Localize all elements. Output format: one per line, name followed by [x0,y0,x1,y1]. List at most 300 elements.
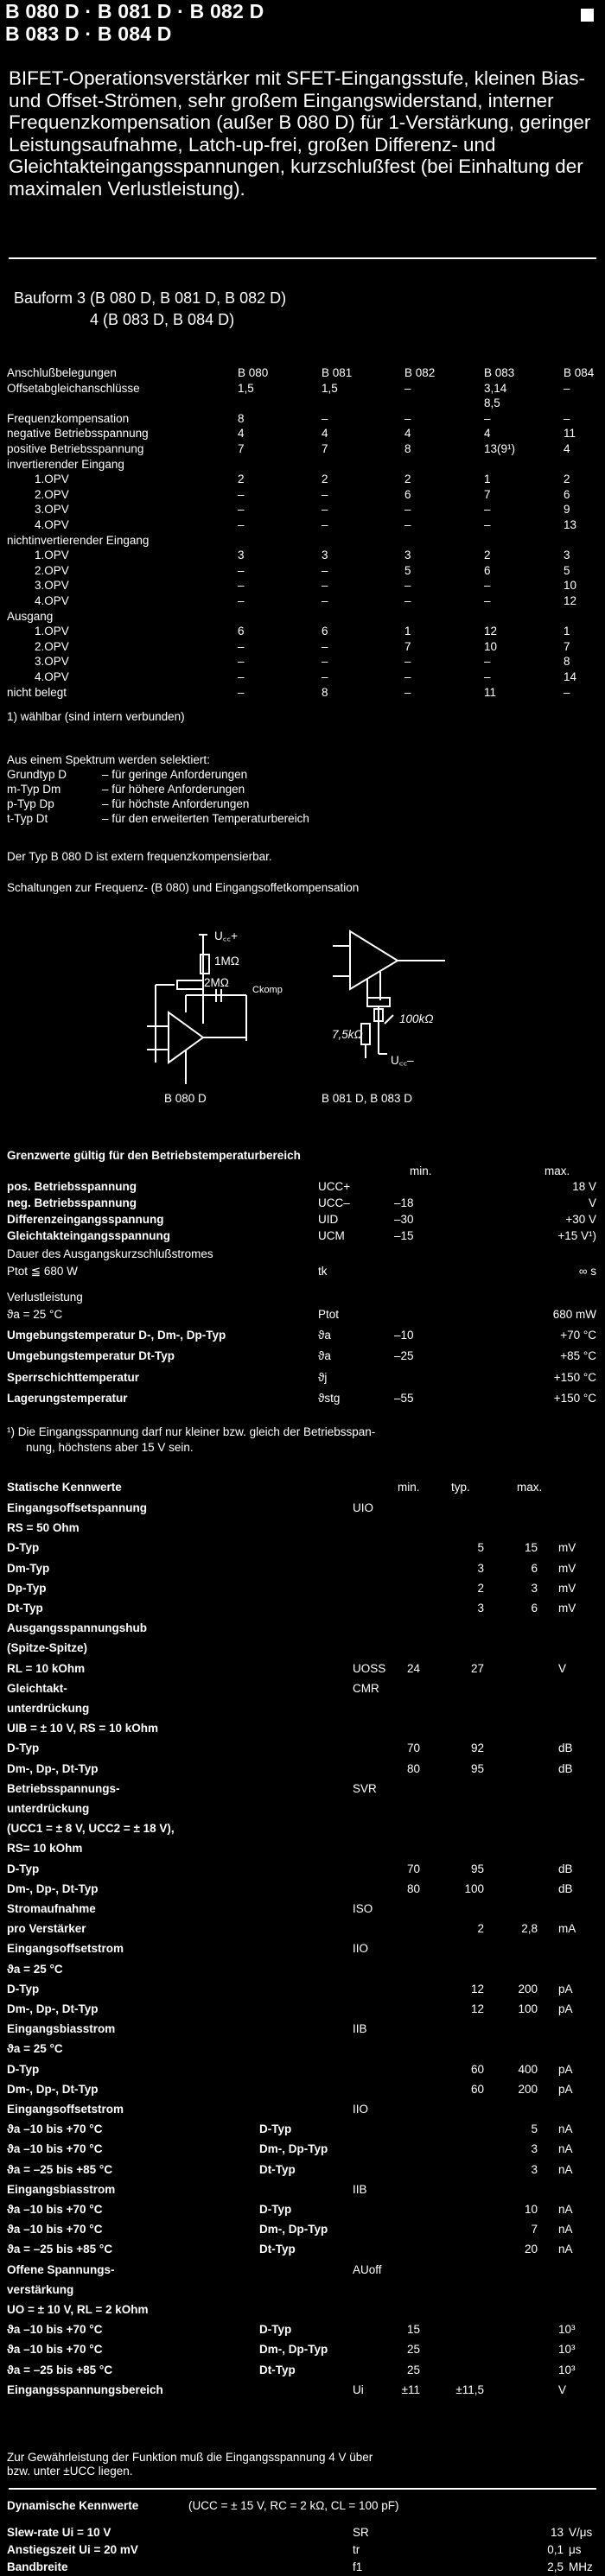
statisch-type: D-Typ [259,2323,292,2337]
statisch-symbol: UOSS [353,1661,386,1675]
statisch-max: 3 [531,2162,538,2176]
statisch-unit: nA [558,2203,573,2216]
statisch-type: Dm-, Dp-Typ [259,2223,328,2237]
statisch-unit: 10³ [558,2343,576,2357]
pin-col-header: B 083 [484,366,515,379]
pin-cell: – [322,639,328,653]
pin-cell: 3,14 [484,381,507,395]
pin-cell: 2 [322,473,328,486]
grenz-param: Differenzeingangsspannung [7,1213,164,1226]
dynamisch-value: 13 [550,2526,564,2539]
square-marker-icon [581,9,594,22]
spectrum-desc: – für den erweiterten Temperaturbereich [102,812,309,825]
pin-cell: 8 [404,442,411,455]
statisch-max: 200 [518,2082,538,2096]
grenz-max: ∞ s [578,1265,596,1278]
statisch-type: Dt-Typ [259,2243,296,2256]
grenz-param: Umgebungstemperatur D-, Dm-, Dp-Typ [7,1329,226,1342]
pin-row-label: 3.OPV [35,655,69,669]
pin-cell: – [404,518,411,531]
label-r-7k5ohm: 7,5kΩ [332,1028,363,1041]
statisch-symbol: AUoff [353,2262,382,2276]
dynamisch-value: 0,1 [547,2543,564,2556]
statisch-typ: 60 [470,2082,484,2096]
statisch-param: pro Verstärker [7,1922,86,1936]
statisch-max: 200 [518,1982,538,1995]
dynamisch-param: Slew-rate Ui = 10 V [7,2526,111,2539]
statisch-param: ϑa –10 bis +70 °C [7,2343,103,2357]
pin-cell: – [322,411,328,425]
pin-cell: 4 [322,427,328,441]
statisch-max: 6 [531,1561,538,1575]
caption-b081-b083: B 081 D, B 083 D [322,1092,413,1105]
label-vcc-plus: U꜀꜀+ [214,930,238,942]
statisch-typ: ±11,5 [455,2382,484,2396]
grenz-symbol: UCM [318,1229,345,1242]
statisch-param: RS= 10 kOhm [7,1842,83,1856]
pin-cell: – [484,518,491,531]
grenz-param: Dauer des Ausgangskurzschlußstromes [7,1247,213,1260]
bauform-line-1: Bauform 3 (B 080 D, B 081 D, B 082 D) [14,289,287,307]
grenz-max: +30 V [565,1213,596,1226]
grenz-min: –10 [394,1329,414,1342]
pin-cell: 7 [322,442,328,455]
statisch-header-min: min. [398,1481,420,1494]
pin-cell: – [404,381,411,395]
pin-cell: – [564,411,570,425]
dynamisch-symbol: tr [353,2543,360,2556]
pin-cell: 11 [484,685,497,699]
statisch-unit: V [558,1661,567,1675]
statisch-unit: pA [558,2062,573,2076]
pin-cell: 6 [404,487,411,501]
spectrum-type: m-Typ Dm [7,783,61,796]
statisch-max: 6 [531,1602,538,1615]
grenz-max: 680 mW [552,1308,596,1321]
grenz-min: –55 [394,1392,414,1405]
pin-cell: – [404,503,411,517]
pin-cell: 6 [484,563,491,577]
pin-cell: 4 [404,427,411,441]
statisch-min: 80 [406,1881,420,1895]
statisch-param: unterdrückung [7,1702,90,1715]
pin-cell: 3 [322,549,328,562]
pin-row-label: 4.OPV [35,594,69,607]
statisch-param: D-Typ [7,1862,40,1875]
grenz-symbol: ϑa [318,1349,331,1362]
statisch-param: Dm-, Dp-, Dt-Typ [7,2082,99,2096]
statisch-param: ϑa = –25 bis +85 °C [7,2363,113,2376]
pin-cell: 10 [564,579,577,593]
pin-cell: 1 [404,625,411,638]
caption-b080: B 080 D [164,1092,207,1105]
dynamisch-param: Anstiegszeit Ui = 20 mV [7,2543,138,2556]
pin-cell: – [404,685,411,699]
statisch-type: Dt-Typ [259,2363,296,2376]
statisch-min: 80 [406,1761,420,1775]
spectrum-type: t-Typ Dt [7,812,48,825]
grenz-header-max: max. [544,1164,570,1177]
statisch-min: 15 [406,2323,420,2337]
pin-cell: 7 [404,639,411,653]
grenz-symbol: UID [318,1213,339,1226]
statisch-param: UIB = ± 10 V, RS = 10 kOhm [7,1722,158,1735]
statisch-unit: mV [558,1581,576,1595]
statisch-param: Gleichtakt- [7,1681,67,1695]
statisch-unit: mV [558,1602,576,1615]
dynamisch-symbol: SR [353,2526,369,2539]
pin-cell: – [238,670,245,683]
statisch-type: D-Typ [259,2203,292,2216]
note-schaltungen: Schaltungen zur Frequenz- (B 080) und Eingangsoffetkompensation [7,881,360,894]
statisch-param: ϑa = 25 °C [7,2042,63,2056]
pin-cell: 1 [564,625,570,638]
pin-row-label: 4.OPV [35,670,69,683]
pin-footnote: 1) wählbar (sind intern verbunden) [7,710,185,723]
statisch-unit: nA [558,2223,573,2237]
pin-cell: 1 [484,473,491,486]
statisch-type: Dm-, Dp-Typ [259,2142,328,2156]
grenz-param: Sperrschichttemperatur [7,1371,140,1384]
statisch-param: Dp-Typ [7,1581,47,1595]
pin-cell: 13 [564,518,577,531]
statisch-param: ϑa –10 bis +70 °C [7,2323,103,2337]
statisch-param: ϑa = 25 °C [7,1962,63,1976]
pin-row-label: negative Betriebsspannung [7,427,149,441]
pin-cell: – [484,594,491,607]
statisch-param: D-Typ [7,1982,40,1995]
statisch-symbol: IIO [353,1942,369,1956]
statisch-symbol: ISO [353,1902,373,1915]
statisch-typ: 2 [477,1922,484,1936]
pin-row-label: Frequenzkompensation [7,411,130,425]
statisch-typ: 2 [477,1581,484,1595]
statisch-type: D-Typ [259,2122,292,2136]
divider-dynamic [9,2488,596,2490]
pin-cell: – [484,503,491,517]
statisch-param: Dm-, Dp-, Dt-Typ [7,1761,99,1775]
statisch-param: D-Typ [7,1541,40,1555]
pin-cell: 4 [564,442,570,455]
dynamisch-param: Bandbreite [7,2560,68,2573]
pin-row-label: 4.OPV [35,518,69,531]
pin-cell: 8 [564,655,570,669]
statisch-min: 70 [406,1742,420,1755]
pin-cell: – [404,655,411,669]
statisch-param: RS = 50 Ohm [7,1521,80,1535]
grenz-max: V [588,1196,596,1209]
statisch-unit: nA [558,2122,573,2136]
statisch-param: D-Typ [7,2062,40,2076]
pin-cell: 10 [484,639,498,653]
statisch-min: ±11 [401,2382,420,2396]
pin-cell: 11 [564,427,576,441]
grenz-symbol: tk [318,1265,328,1278]
grenz-param: pos. Betriebsspannung [7,1180,137,1193]
statisch-unit: dB [558,1881,573,1895]
statisch-min: 70 [406,1862,420,1875]
label-r-2mohm: 2MΩ [204,976,229,989]
opamp-triangle-right [350,931,398,989]
pin-row-label: 3.OPV [35,503,69,517]
statisch-header-typ: typ. [451,1481,470,1494]
grenz-title: Grenzwerte gültig für den Betriebstemperaturbereich [7,1149,301,1162]
statisch-typ: 5 [477,1541,484,1555]
statisch-unit: dB [558,1761,573,1775]
pin-cell: – [238,563,245,577]
statisch-param: Dt-Typ [7,1602,43,1615]
statisch-max: 100 [518,2002,538,2015]
pin-cell: 5 [404,563,411,577]
pin-cell: – [484,411,491,425]
statisch-symbol: CMR [353,1681,379,1695]
pin-cell: 9 [564,503,570,517]
statisch-note-2: bzw. unter ±UCC liegen. [7,2465,133,2478]
statisch-max: 10 [524,2203,538,2216]
statisch-param: ϑa –10 bis +70 °C [7,2203,103,2216]
grenz-max: +150 °C [553,1392,596,1405]
pin-cell: – [322,487,328,501]
pin-cell: – [322,503,328,517]
pin-cell: – [322,579,328,593]
spectrum-desc: – für höhere Anforderungen [102,783,245,796]
statisch-typ: 12 [470,2002,484,2015]
pin-cell: – [322,670,328,683]
statisch-param: Eingangsoffsetspannung [7,1501,147,1514]
statisch-symbol: SVR [353,1781,377,1795]
statisch-param: Betriebsspannungs- [7,1781,120,1795]
pin-cell: 4 [484,427,491,441]
pin-cell: – [238,594,245,607]
grenz-param: Gleichtakteingangsspannung [7,1229,171,1242]
grenz-symbol: ϑstg [318,1392,341,1405]
statisch-unit: mA [558,1922,576,1936]
spectrum-type: p-Typ Dp [7,797,54,810]
statisch-param: Eingangsbiasstrom [7,2022,116,2036]
pin-row-label: 1.OPV [35,625,69,638]
statisch-type: Dt-Typ [259,2162,296,2176]
pin-cell: 2 [404,473,411,486]
statisch-param: (Spitze-Spitze) [7,1641,87,1655]
spectrum-desc: – für geringe Anforderungen [102,768,248,781]
pin-cell: – [238,639,245,653]
pin-cell: 12 [484,625,498,638]
statisch-param: UO = ± 10 V, RL = 2 kOhm [7,2303,149,2316]
pin-row-label: 1.OPV [35,473,69,486]
pin-row-label: 2.OPV [35,487,69,501]
statisch-param: D-Typ [7,1742,40,1755]
grenz-min: –25 [394,1349,414,1362]
statisch-max: 20 [524,2243,538,2256]
pin-row-label: positive Betriebsspannung [7,442,144,455]
statisch-param: ϑa = –25 bis +85 °C [7,2243,113,2256]
statisch-symbol: IIB [353,2182,367,2196]
pin-cell: 7 [564,639,570,653]
statisch-param: (UCC1 = ± 8 V, UCC2 = ± 18 V), [7,1822,175,1836]
statisch-param: Eingangsoffsetstrom [7,1942,124,1956]
pin-col-header: B 082 [404,366,436,379]
statisch-max: 3 [531,2142,538,2156]
pin-cell: – [404,670,411,683]
statisch-unit: nA [558,2243,573,2256]
statisch-unit: mV [558,1561,576,1575]
pin-cell: – [238,503,245,517]
statisch-note-1: Zur Gewährleistung der Funktion muß die Eingangsspannung 4 V über [7,2451,373,2464]
pin-row-label: 2.OPV [35,639,69,653]
spectrum-type: Grundtyp D [7,768,67,781]
statisch-min: 25 [406,2363,420,2376]
pin-cell: 12 [564,594,577,607]
pin-cell: 7 [238,442,245,455]
grenz-min: –15 [394,1229,414,1242]
statisch-min: 24 [406,1661,420,1675]
spectrum-desc: – für höchste Anforderungen [102,797,250,810]
pin-cell: 2 [238,473,245,486]
pin-cell: 8,5 [484,397,500,410]
grenz-max: +70 °C [560,1329,596,1342]
section-divider [9,257,596,259]
statisch-typ: 3 [477,1602,484,1615]
statisch-param: Offene Spannungs- [7,2262,115,2276]
dynamisch-title: Dynamische Kennwerte [7,2499,139,2512]
grenz-param: Ptot ≦ 680 W [7,1265,78,1278]
pin-col-header: B 080 [238,366,269,379]
grenz-param: Umgebungstemperatur Dt-Typ [7,1349,175,1362]
pin-cell: – [404,594,411,607]
statisch-unit: 10³ [558,2323,576,2337]
statisch-unit: pA [558,2002,573,2015]
grenz-param: ϑa = 25 °C [7,1308,63,1321]
statisch-typ: 100 [464,1881,484,1895]
pin-row-label: 3.OPV [35,579,69,593]
grenz-param: Lagerungstemperatur [7,1392,128,1405]
pin-cell: – [484,670,491,683]
statisch-symbol: IIO [353,2103,369,2116]
dynamisch-unit: μs [569,2543,582,2556]
grenz-param: neg. Betriebsspannung [7,1196,137,1209]
grenz-max: +85 °C [560,1349,596,1362]
title-line-1: B 080 D · B 081 D · B 082 D [5,0,264,22]
statisch-unit: dB [558,1742,573,1755]
grenz-symbol: ϑj [318,1371,328,1384]
statisch-title: Statische Kennwerte [7,1481,122,1494]
pin-col-header: B 084 [564,366,595,379]
pin-cell: 14 [564,670,577,683]
statisch-param: ϑa = –25 bis +85 °C [7,2162,113,2176]
statisch-max: 3 [531,1581,538,1595]
statisch-max: 7 [531,2223,538,2237]
pin-cell: 8 [238,411,245,425]
pin-col-header: B 081 [322,366,353,379]
pin-cell: – [484,655,491,669]
dynamisch-value: 2,5 [547,2560,564,2573]
statisch-header-max: max. [517,1481,543,1494]
pin-row-label: Offsetabgleichanschlüsse [7,381,140,395]
statisch-param: unterdrückung [7,1802,90,1815]
statisch-param: Eingangsbiasstrom [7,2182,116,2196]
pin-row-label: Ausgang [7,609,54,623]
pin-cell: – [238,579,245,593]
pin-row-label: nichtinvertierender Eingang [7,533,150,547]
statisch-unit: 10³ [558,2363,576,2376]
pin-cell: – [322,655,328,669]
pin-cell: 3 [564,549,570,562]
dynamisch-unit: V/μs [569,2526,593,2539]
spectrum-intro: Aus einem Spektrum werden selektiert: [7,753,210,766]
pin-cell: 5 [564,563,570,577]
pin-row-label: Anschlußbelegungen [7,366,117,379]
statisch-typ: 27 [470,1661,484,1675]
pin-cell: 2 [564,473,570,486]
statisch-param: Eingangsoffsetstrom [7,2103,124,2116]
statisch-param: ϑa –10 bis +70 °C [7,2142,103,2156]
grenz-max: 18 V [572,1180,596,1193]
statisch-typ: 92 [470,1742,484,1755]
bauform-line-2: 4 (B 083 D, B 084 D) [90,311,235,328]
statisch-max: 15 [524,1541,538,1555]
pin-cell: – [238,518,245,531]
grenz-symbol: UCC– [318,1196,350,1209]
statisch-typ: 95 [470,1862,484,1875]
statisch-param: ϑa –10 bis +70 °C [7,2122,103,2136]
pin-cell: – [404,579,411,593]
statisch-param: RL = 10 kOhm [7,1661,86,1675]
pin-cell: – [322,518,328,531]
statisch-param: Eingangsspannungsbereich [7,2382,163,2396]
pin-cell: 8 [322,685,328,699]
statisch-max: 5 [531,2122,538,2136]
grenz-param: Verlustleistung [7,1291,83,1304]
note-frequenzkompensation: Der Typ B 080 D ist extern frequenzkompensierbar. [7,850,272,863]
pin-cell: 1,5 [322,381,338,395]
statisch-min: 25 [406,2343,420,2357]
pin-cell: 6 [322,625,328,638]
grenz-symbol: UCC+ [318,1180,351,1193]
pin-cell: 3 [404,549,411,562]
pin-row-label: 1.OPV [35,549,69,562]
pin-cell: – [322,563,328,577]
statisch-unit: nA [558,2142,573,2156]
statisch-param: Dm-, Dp-, Dt-Typ [7,1881,99,1895]
pin-cell: – [564,685,570,699]
grenz-max: +15 V¹) [557,1229,596,1242]
pin-cell: – [564,381,570,395]
pin-cell: – [238,487,245,501]
pin-cell: 7 [484,487,491,501]
pin-cell: – [238,685,245,699]
pin-row-label: nicht belegt [7,685,67,699]
pin-row-label: invertierender Eingang [7,457,124,471]
dynamisch-unit: MHz [569,2560,593,2573]
statisch-param: Stromaufnahme [7,1902,96,1915]
statisch-typ: 60 [470,2062,484,2076]
grenz-header-min: min. [410,1164,432,1177]
label-vcc-minus: U꜀꜀– [391,1054,414,1067]
label-r-100kohm: 100kΩ [399,1012,434,1025]
statisch-symbol: Ui [353,2382,364,2396]
statisch-max: 2,8 [521,1922,538,1936]
pin-cell: 6 [238,625,245,638]
grenz-footnote-1: ¹) Die Eingangsspannung darf nur kleiner bzw. gleich der Betriebsspan- [7,1425,376,1438]
dynamisch-symbol: f1 [353,2560,363,2573]
pin-cell: – [404,411,411,425]
statisch-symbol: IIB [353,2022,367,2036]
intro-paragraph: BIFET-Operationsverstärker mit SFET-Eingangsstufe, kleinen Bias- und Offset-Strömen, sehr großem Eingangswiderstand, interner Frequenzkompensation (außer B 080 D) für 1-Verstärkung, geringer Leistungsaufnahme, Latch-up-frei, großen Differenz- und Gleichtakteingangsspannungen, kurzschlußfest (bei Einhaltung der maximalen Verlustleistung). [9,67,591,200]
pin-cell: 3 [238,549,245,562]
statisch-type: Dm-, Dp-Typ [259,2343,328,2357]
pin-cell: 1,5 [238,381,254,395]
grenz-max: +150 °C [553,1371,596,1384]
